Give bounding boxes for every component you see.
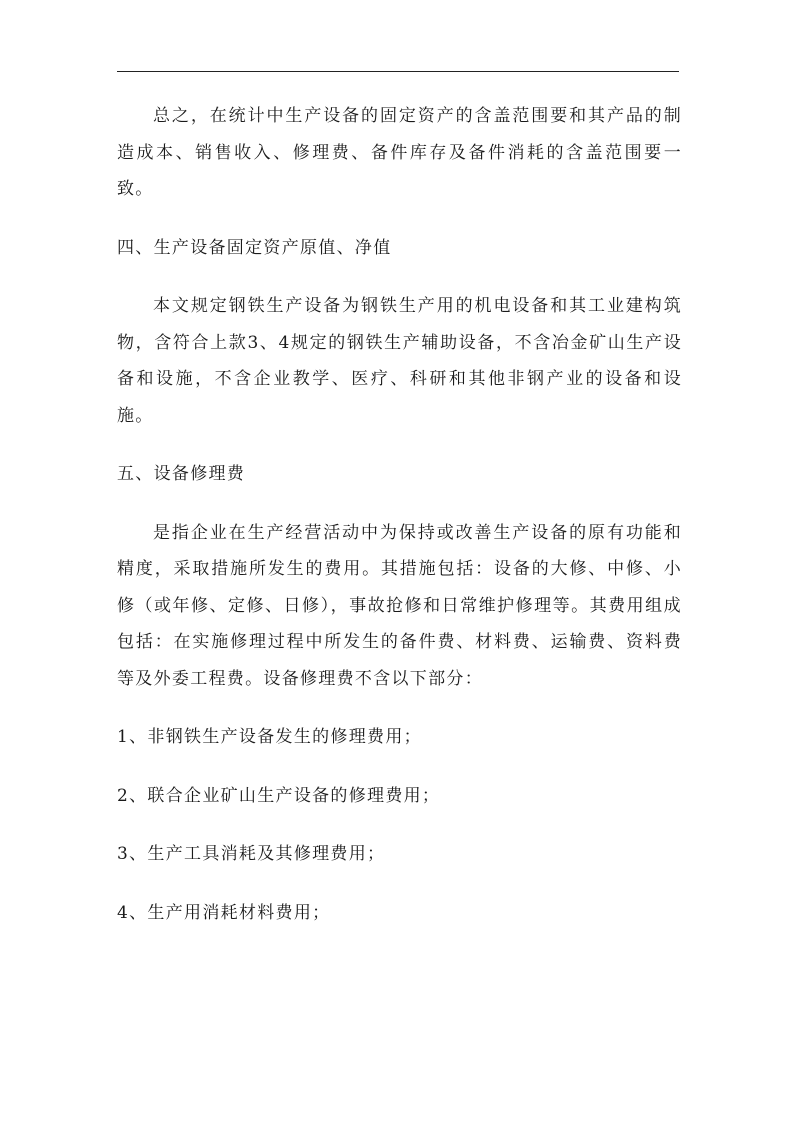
list-item-2: 2、联合企业矿山生产设备的修理费用； — [117, 785, 441, 806]
document-body — [117, 98, 682, 931]
paragraph-summary: 总之，在统计中生产设备的固定资产的含盖范围要和其产品的制造成本、销售收入、修理费、备件库存及备件消耗的含盖范围要一致。 — [117, 106, 682, 199]
header-rule — [117, 71, 679, 72]
list-item-4: 4、生产用消耗材料费用； — [117, 902, 331, 923]
paragraph-equipment-definition: 本文规定钢铁生产设备为钢铁生产用的机电设备和其工业建构筑物，含符合上款3、4规定的钢铁生产辅助设备，不含冶金矿山生产设备和设施，不含企业教学、医疗、科研和其他非钢产业的设备和设施。 — [117, 296, 682, 426]
list-item-1: 1、非钢铁生产设备发生的修理费用； — [117, 727, 422, 747]
list-item-3: 3、生产工具消耗及其修理费用； — [117, 844, 386, 864]
section-heading-4: 四、生产设备固定资产原值、净值 — [117, 237, 392, 258]
paragraph-repair-cost: 是指企业在生产经营活动中为保持或改善生产设备的原有功能和精度，采取措施所发生的费用。其措施包括：设备的大修、中修、小修（或年修、定修、日修），事故抢修和日常维护修理等。其费用组成包括：在实施修理过程中所发生的备件费、材料费、运输费、资料费等及外委工程费。设备修理费不含以下部分： — [117, 522, 682, 689]
section-heading-5: 五、设备修理费 — [117, 464, 246, 484]
